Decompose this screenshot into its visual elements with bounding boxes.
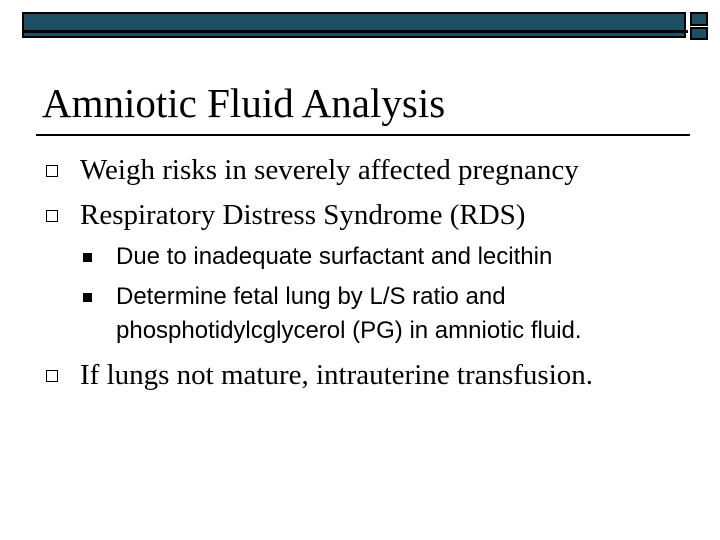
filled-square-icon [83, 293, 92, 302]
hollow-square-icon [46, 210, 58, 222]
sub-bullet-line: Determine fetal lung by L/S ratio and [116, 283, 506, 310]
bullet-item: If lungs not mature, intrauterine transfusion. [80, 359, 594, 391]
bullet-item: Respiratory Distress Syndrome (RDS) [80, 199, 526, 231]
hollow-square-icon [46, 165, 58, 177]
slide-title: Amniotic Fluid Analysis [42, 80, 446, 126]
sub-bullet-line: phosphotidylcglycerol (PG) in amniotic fluid. [116, 317, 582, 344]
bullet-item: Weigh risks in severely affected pregnancy [80, 154, 579, 186]
hollow-square-icon [46, 370, 58, 382]
sub-bullet-item: Due to inadequate surfactant and lecithin [116, 243, 553, 270]
filled-square-icon [83, 253, 92, 262]
